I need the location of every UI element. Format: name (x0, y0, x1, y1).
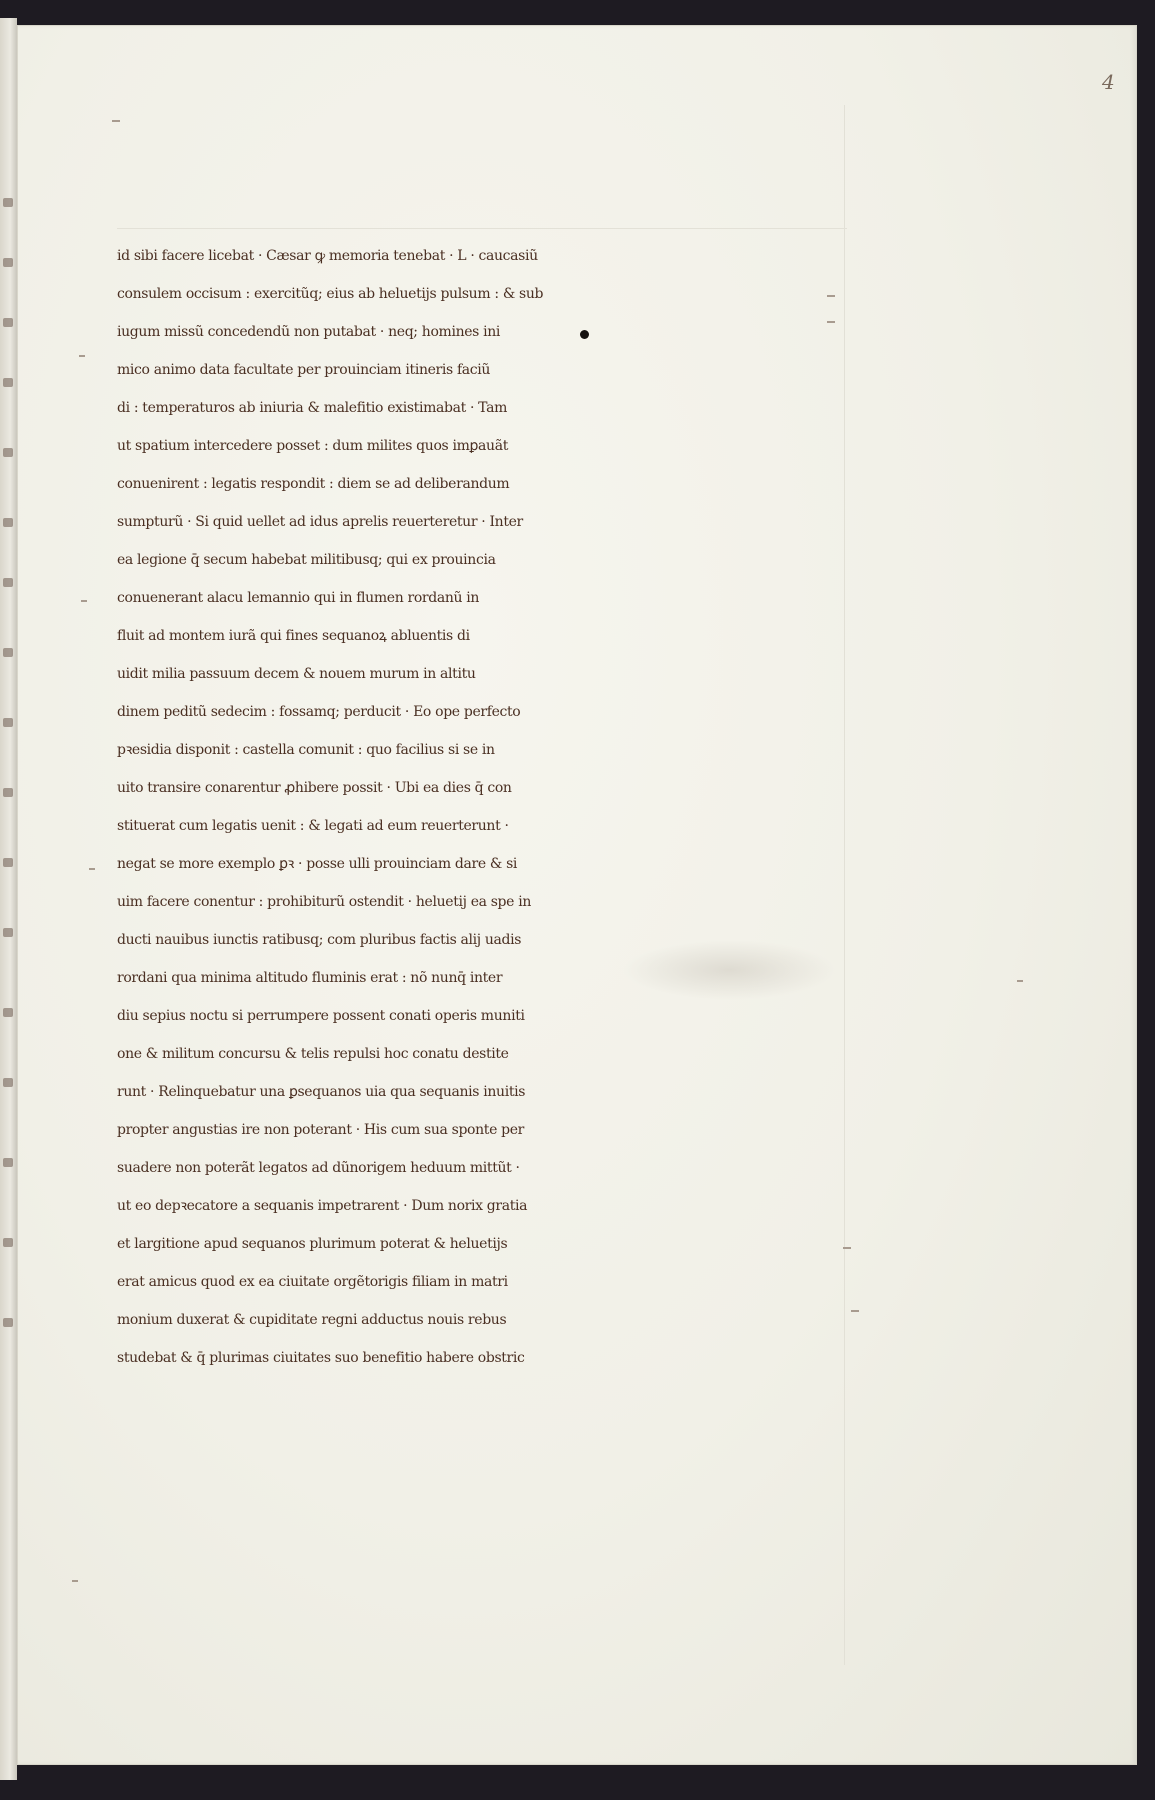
manuscript-line: pꝛesidia disponit : castella comunit : quo facilius si se in (117, 742, 495, 758)
facing-page-ink-mark (3, 788, 13, 797)
manuscript-line: monium duxerat & cupiditate regni adductus nouis rebus (117, 1312, 507, 1328)
manuscript-line: studebat & q̄ plurimas ciuitates suo benefitio habere obstric (117, 1350, 525, 1366)
manuscript-line: negat se more exemplo ꝑꝛ · posse ulli prouinciam dare & si (117, 856, 518, 872)
manuscript-line: ut eo depꝛecatore a sequanis impetrarent · Dum norix gratia (117, 1198, 528, 1214)
manuscript-line: diu sepius noctu si perrumpere possent conati operis muniti (117, 1008, 525, 1024)
facing-page-ink-mark (3, 1008, 13, 1017)
manuscript-line: erat amicus quod ex ea ciuitate orgẽtorigis filiam in matri (117, 1274, 508, 1290)
facing-page-ink-mark (3, 258, 13, 267)
manuscript-line: dinem peditũ sedecim : fossamq; perducit · Eo ope perfecto (117, 704, 521, 720)
manuscript-line: conuenirent : legatis respondit : diem se ad deliberandum (117, 476, 510, 492)
facing-page-ink-mark (3, 928, 13, 937)
ruling-line-top (117, 228, 847, 229)
manuscript-line: sumpturũ · Si quid uellet ad idus aprelis reuerteretur · Inter (117, 514, 523, 530)
facing-page-ink-mark (3, 518, 13, 527)
ruling-dash (851, 1310, 859, 1312)
facing-page-ink-mark (3, 1158, 13, 1167)
manuscript-line: propter angustias ire non poterant · His cum sua sponte per (117, 1122, 525, 1138)
facing-page-edge (0, 18, 17, 1780)
manuscript-line: conuenerant alacu lemannio qui in flumen rordanũ in (117, 590, 480, 606)
facing-page-ink-mark (3, 858, 13, 867)
manuscript-line: di : temperaturos ab iniuria & malefitio existimabat · Tam (117, 400, 508, 416)
manuscript-line: suadere non poterãt legatos ad dũnorigem heduum mittũt · (117, 1160, 520, 1176)
manuscript-text-column (117, 237, 842, 1377)
manuscript-line: uito transire conarentur ꝓhibere possit · Ubi ea dies q̄ con (117, 780, 512, 796)
manuscript-line: runt · Relinquebatur una ꝑsequanos uia qua sequanis inuitis (117, 1084, 526, 1100)
manuscript-line: mico animo data facultate per prouinciam itineris faciũ (117, 362, 491, 378)
manuscript-line: uim facere conentur : prohibiturũ ostendit · heluetij ea spe in (117, 894, 532, 910)
manuscript-line: consulem occisum : exercitũq; eius ab heluetijs pulsum : & sub (117, 286, 544, 302)
facing-page-ink-mark (3, 718, 13, 727)
prick-mark (1017, 980, 1023, 982)
facing-page-ink-mark (3, 318, 13, 327)
ruling-line-vertical (844, 105, 845, 1665)
margin-dot (112, 120, 120, 122)
manuscript-line: ut spatium intercedere posset : dum milites quos imꝑauãt (117, 438, 508, 454)
ruling-dash (843, 1247, 851, 1249)
facing-page-ink-mark (3, 378, 13, 387)
manuscript-line: rordani qua minima altitudo fluminis erat : nõ nunq̄ inter (117, 970, 503, 986)
facing-page-ink-mark (3, 198, 13, 207)
manuscript-leaf (17, 25, 1137, 1765)
prick-mark (81, 600, 87, 602)
manuscript-line: ducti nauibus iunctis ratibusq; com pluribus factis alij uadis (117, 932, 522, 948)
manuscript-line: et largitione apud sequanos plurimum poterat & heluetijs (117, 1236, 508, 1252)
facing-page-ink-mark (3, 1318, 13, 1327)
prick-mark (79, 355, 85, 357)
prick-mark (89, 868, 95, 870)
manuscript-line: fluit ad montem iurã qui fines sequanoꝝ abluentis di (117, 628, 470, 644)
facing-page-ink-mark (3, 1238, 13, 1247)
folio-number: 4 (1102, 70, 1115, 94)
prick-mark (72, 1580, 78, 1582)
facing-page-ink-mark (3, 448, 13, 457)
manuscript-line: one & militum concursu & telis repulsi hoc conatu destite (117, 1046, 509, 1062)
facing-page-ink-mark (3, 1078, 13, 1087)
manuscript-line: ea legione q̄ secum habebat militibusq; qui ex prouincia (117, 552, 496, 568)
manuscript-line: id sibi facere licebat · Cæsar ꝙ memoria tenebat · L · caucasiũ (117, 248, 538, 264)
facing-page-ink-mark (3, 648, 13, 657)
manuscript-line: stituerat cum legatis uenit : & legati ad eum reuerterunt · (117, 818, 509, 834)
facing-page-ink-mark (3, 578, 13, 587)
manuscript-line: iugum missũ concedendũ non putabat · neq; homines ini (117, 324, 501, 340)
manuscript-line: uidit milia passuum decem & nouem murum in altitu (117, 666, 476, 682)
